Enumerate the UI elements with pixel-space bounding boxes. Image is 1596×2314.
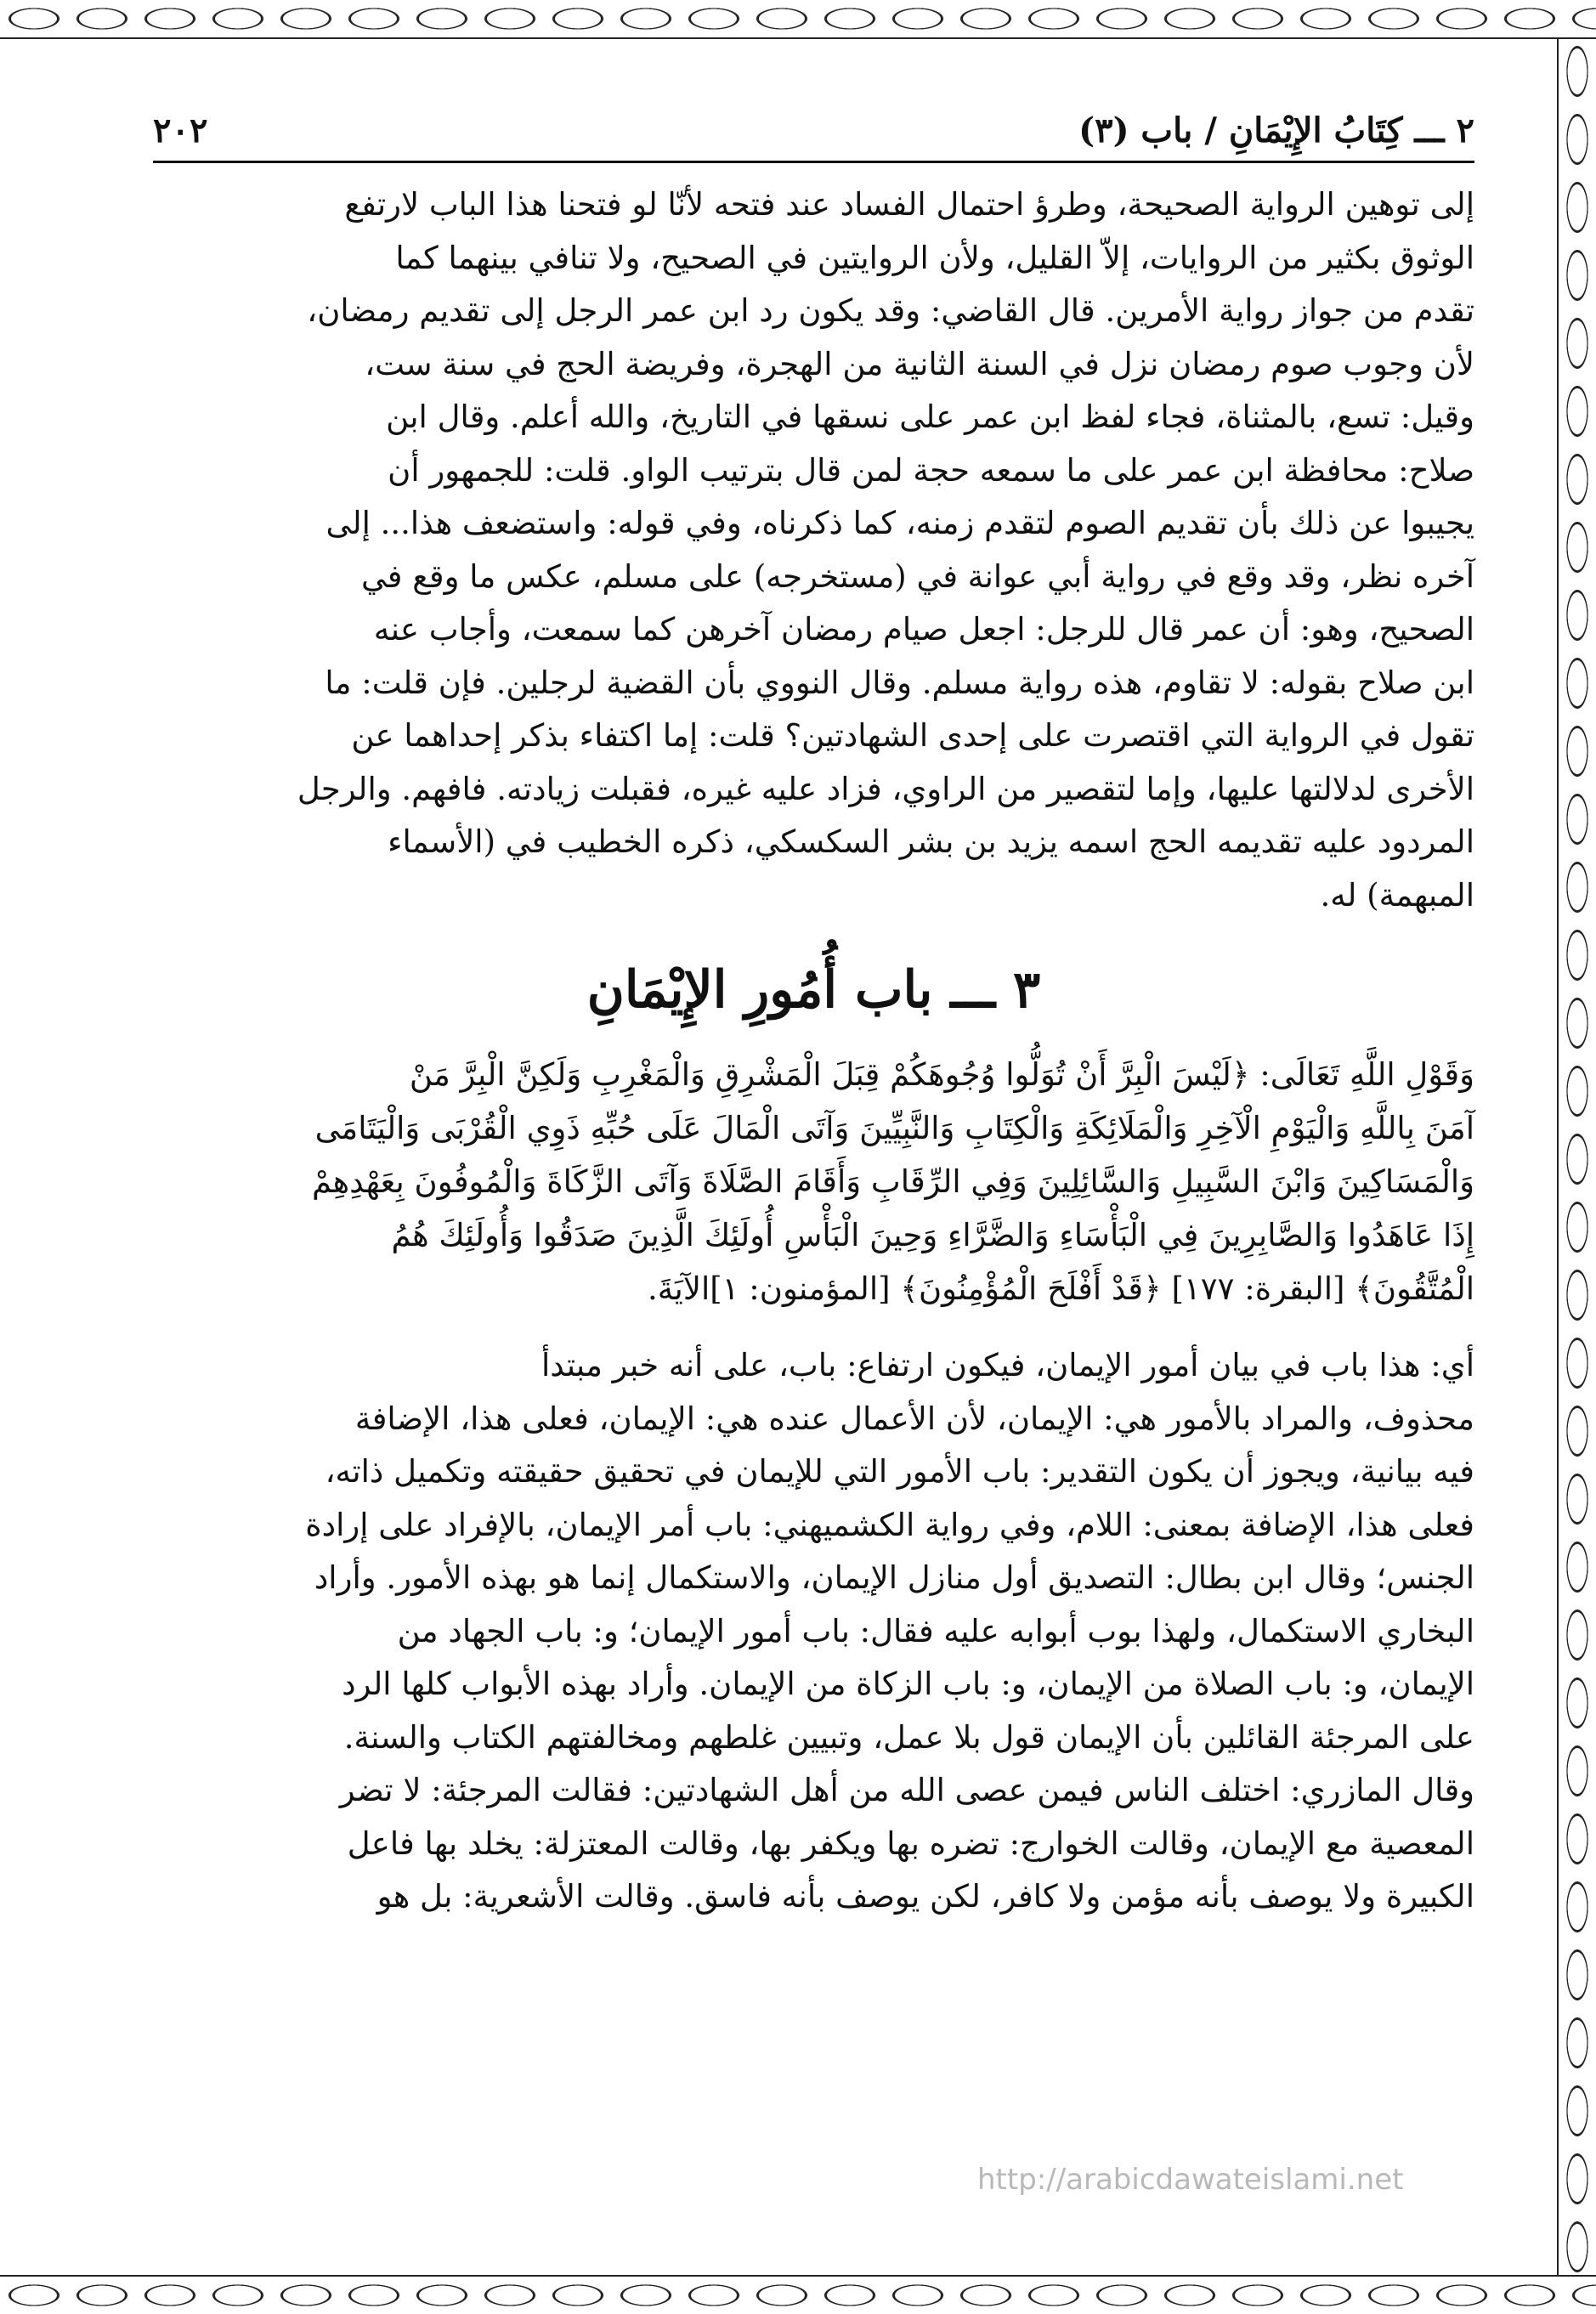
text-line: آخره نظر، وقد وقع في رواية أبي عوانة في (مستخرجه) على مسلم، عكس ما وقع في [360, 557, 1474, 595]
paragraph-1 [153, 178, 1474, 922]
quran-line: آمَنَ بِاللَّهِ وَالْيَوْمِ الْآخِرِ وَالْمَلَائِكَةِ وَالْكِتَابِ وَالنَّبِيِّينَ وَآتَى الْمَالَ عَلَى حُبِّهِ ذَوِي الْقُرْبَى وَالْيَتَامَى [314, 1110, 1474, 1146]
text-line: على المرجئة القائلين بأن الإيمان قول بلا عمل، وتبيين غلطهم ومخالفتهم الكتاب والسنة. [343, 1718, 1474, 1756]
paragraph-2 [153, 1339, 1474, 1924]
text-line: فيه بيانية، ويجوز أن يكون التقدير: باب الأمور التي للإيمان في تحقيق حقيقته وتكميل ذاته، [325, 1453, 1474, 1490]
text-line: لأن وجوب صوم رمضان نزل في السنة الثانية من الهجرة، وفريضة الحج في سنة ست، [365, 345, 1474, 382]
text-line: أي: هذا باب في بيان أمور الإيمان، فيكون ارتفاع: باب، على أنه خبر مبتدأ [541, 1347, 1474, 1383]
text-line: الجنس؛ وقال ابن بطال: التصديق أول منازل الإيمان، والاستكمال إنما هو بهذه الأمور. وأراد [314, 1559, 1474, 1596]
text-line: المبهمة) له. [1320, 876, 1474, 914]
text-line: الوثوق بكثير من الروايات، إلاّ القليل، ولأن الروايتين في الصحيح، ولا تنافي بينهما كما [395, 239, 1474, 276]
chapter-heading: ٣ ـــ باب أُمُورِ الإِيْمَانِ [586, 960, 1041, 1020]
page-content [153, 110, 1474, 1924]
text-line: الإيمان، و: باب الصلاة من الإيمان، و: باب الزكاة من الإيمان. وأراد بهذه الأبواب كلها الرد [342, 1666, 1474, 1702]
text-line: المعصية مع الإيمان، وقالت الخوارج: تضره بها ويكفر بها، وقالت المعتزلة: يخلد بها فاعل [347, 1825, 1474, 1862]
text-line: وقيل: تسع، بالمثناة، فجاء لفظ ابن عمر على نسقها في التاريخ، والله أعلم. وقال ابن [386, 399, 1474, 435]
text-line: الكبيرة ولا يوصف بأنه مؤمن ولا كافر، لكن يوصف بأنه فاسق. وقالت الأشعرية: بل هو [376, 1878, 1474, 1915]
quran-line: وَقَوْلِ اللَّهِ تَعَالَى: ﴿لَيْسَ الْبِرَّ أَنْ تُوَلُّوا وُجُوهَكُمْ قِبَلَ الْمَشْرِقِ وَالْمَغْرِبِ وَلَكِنَّ الْبِرَّ مَنْ [409, 1056, 1474, 1093]
page-number: ٢٠٢ [153, 110, 208, 150]
watermark-url: http://arabicdawateislami.net [977, 2163, 1404, 2197]
quran-line: الْمُتَّقُونَ﴾ [البقرة: ١٧٧] ﴿قَدْ أَفْلَحَ الْمُؤْمِنُونَ﴾ [المؤمنون: ١]الآيَةَ. [647, 1270, 1474, 1307]
text-line: يجيبوا عن ذلك بأن تقديم الصوم لتقدم زمنه، كما ذكرناه، وفي قوله: واستضعف هذا... إلى [325, 505, 1474, 541]
text-line: البخاري الاستكمال، ولهذا بوب أبوابه عليه فقال: باب أمور الإيمان؛ و: باب الجهاد من [397, 1612, 1474, 1649]
ornamental-border-top [0, 0, 1596, 39]
text-line: صلاح: محافظة ابن عمر على ما سمعه حجة لمن قال بترتيب الواو. قلت: للجمهور أن [388, 451, 1474, 489]
text-line: الصحيح، وهو: أن عمر قال للرجل: اجعل صيام رمضان آخرهن كما سمعت، وأجاب عنه [373, 611, 1474, 648]
running-title: ٢ ـــ كِتَابُ الإِيْمَانِ / باب (٣) [1078, 110, 1474, 150]
text-line: وقال المازري: اختلف الناس فيمن عصى الله من أهل الشهادتين: فقالت المرجئة: لا تضر [339, 1772, 1474, 1808]
text-line: المردود عليه تقديمه الحج اسمه يزيد بن بشر السكسكي، ذكره الخطيب في (الأسماء [388, 823, 1474, 860]
text-line: تقدم من جواز رواية الأمرين. قال القاضي: وقد يكون رد ابن عمر الرجل إلى تقديم رمضان، [307, 292, 1474, 329]
text-line: إلى توهين الرواية الصحيحة، وطرؤ احتمال الفساد عند فتحه لأنّا لو فتحنا هذا الباب لارتفع [344, 186, 1474, 223]
text-line: تقول في الرواية التي اقتصرت على إحدى الشهادتين؟ قلت: إما اكتفاء بذكر إحداهما عن [351, 717, 1474, 754]
ornamental-border-right [1557, 37, 1596, 2277]
quran-block [153, 1048, 1474, 1315]
text-line: محذوف، والمراد بالأمور هي: الإيمان، لأن الأعمال عنده هي: الإيمان، فعلى هذا، الإضافة [354, 1400, 1474, 1437]
running-header [153, 110, 1474, 163]
quran-line: وَالْمَسَاكِينَ وَابْنَ السَّبِيلِ وَالسَّائِلِينَ وَفِي الرِّقَابِ وَأَقَامَ الصَّلَاةَ وَآتَى الزَّكَاةَ وَالْمُوفُونَ بِعَهْدِهِمْ [312, 1163, 1474, 1200]
ornamental-border-bottom [0, 2275, 1596, 2314]
text-line: ابن صلاح بقوله: لا تقاوم، هذه رواية مسلم. وقال النووي بأن القضية لرجلين. فإن قلت: ما [325, 664, 1474, 701]
text-line: فعلى هذا، الإضافة بمعنى: اللام، وفي رواية الكشميهني: باب أمر الإيمان، بالإفراد على إرادة [305, 1506, 1474, 1543]
quran-line: إِذَا عَاهَدُوا وَالصَّابِرِينَ فِي الْبَأْسَاءِ وَالضَّرَّاءِ وَحِينَ الْبَأْسِ أُولَئِكَ الَّذِينَ صَدَقُوا وَأُولَئِكَ هُمُ [391, 1217, 1474, 1253]
text-line: الأخرى لدلالتها عليها، وإما لتقصير من الراوي، فزاد عليه غيره، فقبلت زيادته. فافهم. والرجل [297, 770, 1474, 807]
